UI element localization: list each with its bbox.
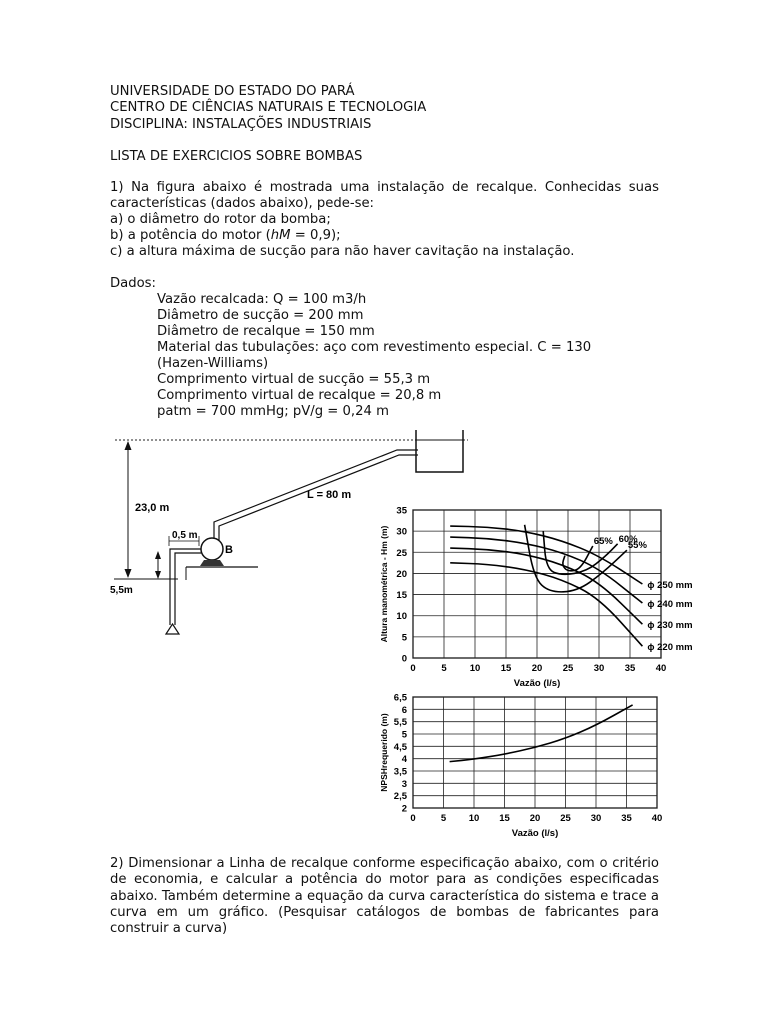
efficiency-label: 55% [627, 540, 647, 552]
q1-item-c: c) a altura máxima de sucção para não haver cavitação na instalação. [110, 244, 575, 259]
x-tick-label: 20 [529, 813, 541, 824]
x-tick-label: 5 [440, 813, 447, 824]
height-label: 23,0 m [135, 502, 170, 514]
y-tick-label: 10 [396, 611, 407, 623]
header-center: CENTRO DE CIÊNCIAS NATURAIS E TECNOLOGIA [110, 100, 427, 115]
header-university: UNIVERSIDADE DO ESTADO DO PARÁ [110, 84, 355, 99]
x-tick-label: 10 [469, 663, 481, 674]
dados-item: Diâmetro de recalque = 150 mm [157, 324, 375, 339]
x-tick-label: 15 [500, 663, 512, 674]
series-label: ɸ 240 mm [647, 599, 693, 611]
y-tick-label: 5 [401, 729, 407, 741]
q1-item-b-var: hM [270, 228, 291, 243]
y-axis-label: NPSHrequerido (m) [379, 713, 389, 792]
y-tick-label: 30 [396, 526, 407, 538]
y-tick-label: 2,5 [393, 791, 407, 803]
x-tick-label: 35 [624, 663, 636, 674]
x-tick-label: 30 [593, 663, 605, 674]
x-tick-label: 25 [562, 663, 574, 674]
x-tick-label: 35 [621, 813, 632, 824]
x-axis-label: Vazão (l/s) [513, 678, 561, 689]
x-tick-label: 25 [560, 813, 571, 824]
dados-label: Dados: [110, 276, 156, 291]
efficiency-label: 65% [593, 535, 613, 547]
x-tick-label: 40 [655, 663, 667, 674]
dados-item: Material das tubulações: aço com revestimento especial. C = 130 [157, 340, 592, 355]
series-label: ɸ 230 mm [647, 620, 693, 632]
header-discipline: DISCIPLINA: INSTALAÇÕES INDUSTRIAIS [110, 117, 372, 132]
y-tick-label: 35 [396, 505, 407, 517]
dados-item: Comprimento virtual de recalque = 20,8 m [157, 388, 442, 403]
dados-item: Comprimento virtual de sucção = 55,3 m [157, 372, 431, 387]
y-tick-label: 2 [401, 803, 407, 815]
pump-label: B [225, 544, 233, 556]
x-tick-label: 20 [531, 663, 543, 674]
y-tick-label: 6,5 [393, 692, 407, 704]
x-tick-label: 5 [441, 663, 447, 674]
q1-item-a: a) o diâmetro do rotor da bomba; [110, 212, 331, 227]
y-tick-label: 3 [401, 778, 407, 790]
y-tick-label: 5,5 [393, 717, 407, 729]
offset-label: 0,5 m [172, 530, 198, 541]
dados-item: (Hazen-Williams) [157, 356, 269, 371]
y-tick-label: 20 [396, 568, 407, 580]
y-tick-label: 6 [401, 704, 407, 716]
x-tick-label: 0 [410, 663, 416, 674]
y-tick-label: 5 [401, 632, 407, 644]
y-tick-label: 25 [396, 547, 407, 559]
x-tick-label: 15 [499, 813, 510, 824]
y-tick-label: 4,5 [393, 741, 407, 753]
q2-text: 2) Dimensionar a Linha de recalque conforme especificação abaixo, com o critério de economia, e calcular a potência do motor para as condições especificadas abaixo. Também determine a equação da curva característica do sistema e trace a curva em um gráfico. (Pesquisar catálogos de bombas de fabricantes para construir a curva) [110, 856, 659, 937]
y-tick-label: 3,5 [393, 766, 407, 778]
x-tick-label: 10 [468, 813, 480, 824]
length-label: L = 80 m [307, 489, 352, 501]
x-tick-label: 0 [410, 813, 416, 824]
y-axis-label: Altura manométrica - Hm (m) [379, 525, 389, 643]
efficiency-label: 60% [618, 533, 638, 545]
q1-item-b-pre: b) a potência do motor ( [110, 228, 271, 243]
x-axis-label: Vazão (l/s) [511, 828, 559, 839]
dados-item: patm = 700 mmHg; pV/g = 0,24 m [157, 404, 389, 419]
page-title: LISTA DE EXERCICIOS SOBRE BOMBAS [110, 149, 363, 164]
dados-item: Vazão recalcada: Q = 100 m3/h [157, 292, 367, 307]
y-tick-label: 4 [401, 754, 407, 766]
q1-intro: 1) Na figura abaixo é mostrada uma instalação de recalque. Conhecidas suas características (dados abaixo), pede-se: [110, 180, 659, 212]
x-tick-label: 40 [651, 813, 663, 824]
series-label: ɸ 220 mm [647, 642, 693, 654]
x-tick-label: 30 [590, 813, 602, 824]
series-label: ɸ 250 mm [647, 580, 693, 591]
dados-item: Diâmetro de sucção = 200 mm [157, 308, 364, 323]
suction-height-label: 5,5m [110, 585, 133, 596]
q1-item-b-post: = 0,9); [290, 228, 341, 243]
y-tick-label: 0 [401, 653, 407, 665]
y-tick-label: 15 [396, 590, 407, 602]
